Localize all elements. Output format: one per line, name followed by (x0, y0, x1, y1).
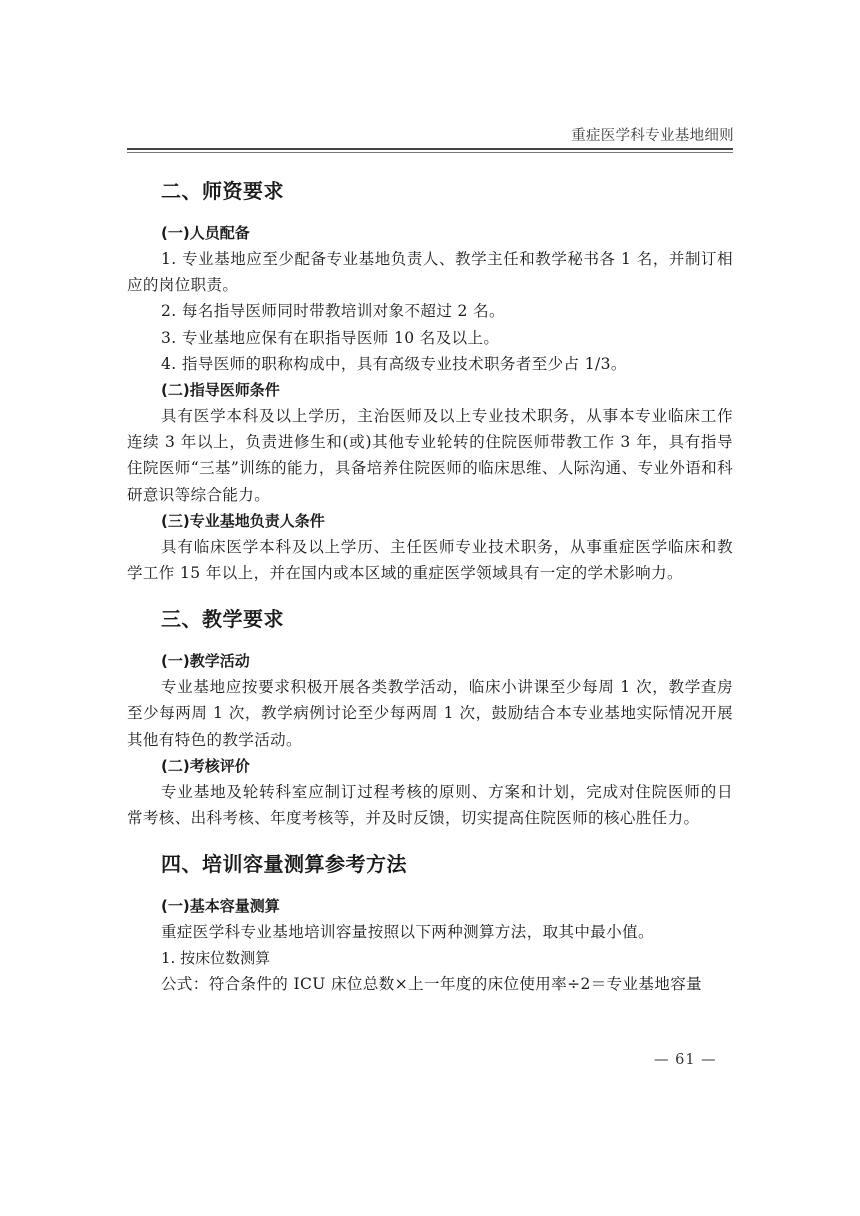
subsection-title: (一)人员配备 (161, 224, 250, 242)
header-rule-thick (127, 148, 733, 150)
paragraph: 具有医学本科及以上学历，主治医师及以上专业技术职务，从事本专业临床工作连续 3 年以上，负责进修生和(或)其他专业轮转的住院医师带教工作 3 年，具有指导住院医师“三基”训练的能力，具备培养住院医师的临床思维、人际沟通、专业外语和科研意识等综合能力。 (127, 407, 733, 504)
section-title: 三、教学要求 (161, 607, 284, 632)
item-heading: 1. 按床位数测算 (161, 949, 271, 968)
section-title: 二、师资要求 (161, 179, 284, 203)
subsection-title: (二)考核评价 (161, 756, 250, 775)
subsection-title: (一)教学活动 (161, 652, 250, 671)
paragraph: 1. 专业基地应至少配备专业基地负责人、教学主任和教学秘书各 1 名，并制订相应的岗位职责。 (127, 250, 733, 295)
paragraph: 2. 每名指导医师同时带教培训对象不超过 2 名。 (161, 302, 505, 321)
section-teaching-requirements (127, 604, 733, 831)
section-title: 四、培训容量测算参考方法 (161, 852, 407, 877)
page-number: — 61 — (654, 1052, 717, 1068)
subsection-title: (一)基本容量测算 (161, 897, 280, 916)
section-faculty-requirements (127, 176, 733, 586)
paragraph: 专业基地及轮转科室应制订过程考核的原则、方案和计划，完成对住院医师的日常考核、出科考核、年度考核等，并及时反馈，切实提高住院医师的核心胜任力。 (127, 782, 733, 828)
page-body (127, 172, 733, 998)
paragraph: 4. 指导医师的职称构成中，具有高级专业技术职务者至少占 1/3。 (161, 354, 627, 373)
formula-paragraph: 公式：符合条件的 ICU 床位总数×上一年度的床位使用率÷2＝专业基地容量 (161, 975, 703, 994)
paragraph: 3. 专业基地应保有在职指导医师 10 名及以上。 (161, 328, 500, 347)
subsection-title: (三)专业基地负责人条件 (161, 511, 325, 530)
header-rule-thin (127, 152, 733, 153)
paragraph: 具有临床医学本科及以上学历、主任医师专业技术职务，从事重症医学临床和教学工作 15 年以上，并在国内或本区域的重症医学领域具有一定的学术影响力。 (127, 537, 733, 583)
paragraph: 重症医学科专业基地培训容量按照以下两种测算方法，取其中最小值。 (161, 923, 654, 942)
paragraph: 专业基地应按要求积极开展各类教学活动，临床小讲课至少每周 1 次，教学查房至少每两周 1 次，教学病例讨论至少每两周 1 次，鼓励结合本专业基地实际情况开展其他有特色的教学活动。 (127, 678, 733, 749)
subsection-title: (二)指导医师条件 (161, 381, 280, 400)
section-capacity-calculation (127, 849, 733, 997)
running-header: 重症医学科专业基地细则 (571, 128, 734, 144)
